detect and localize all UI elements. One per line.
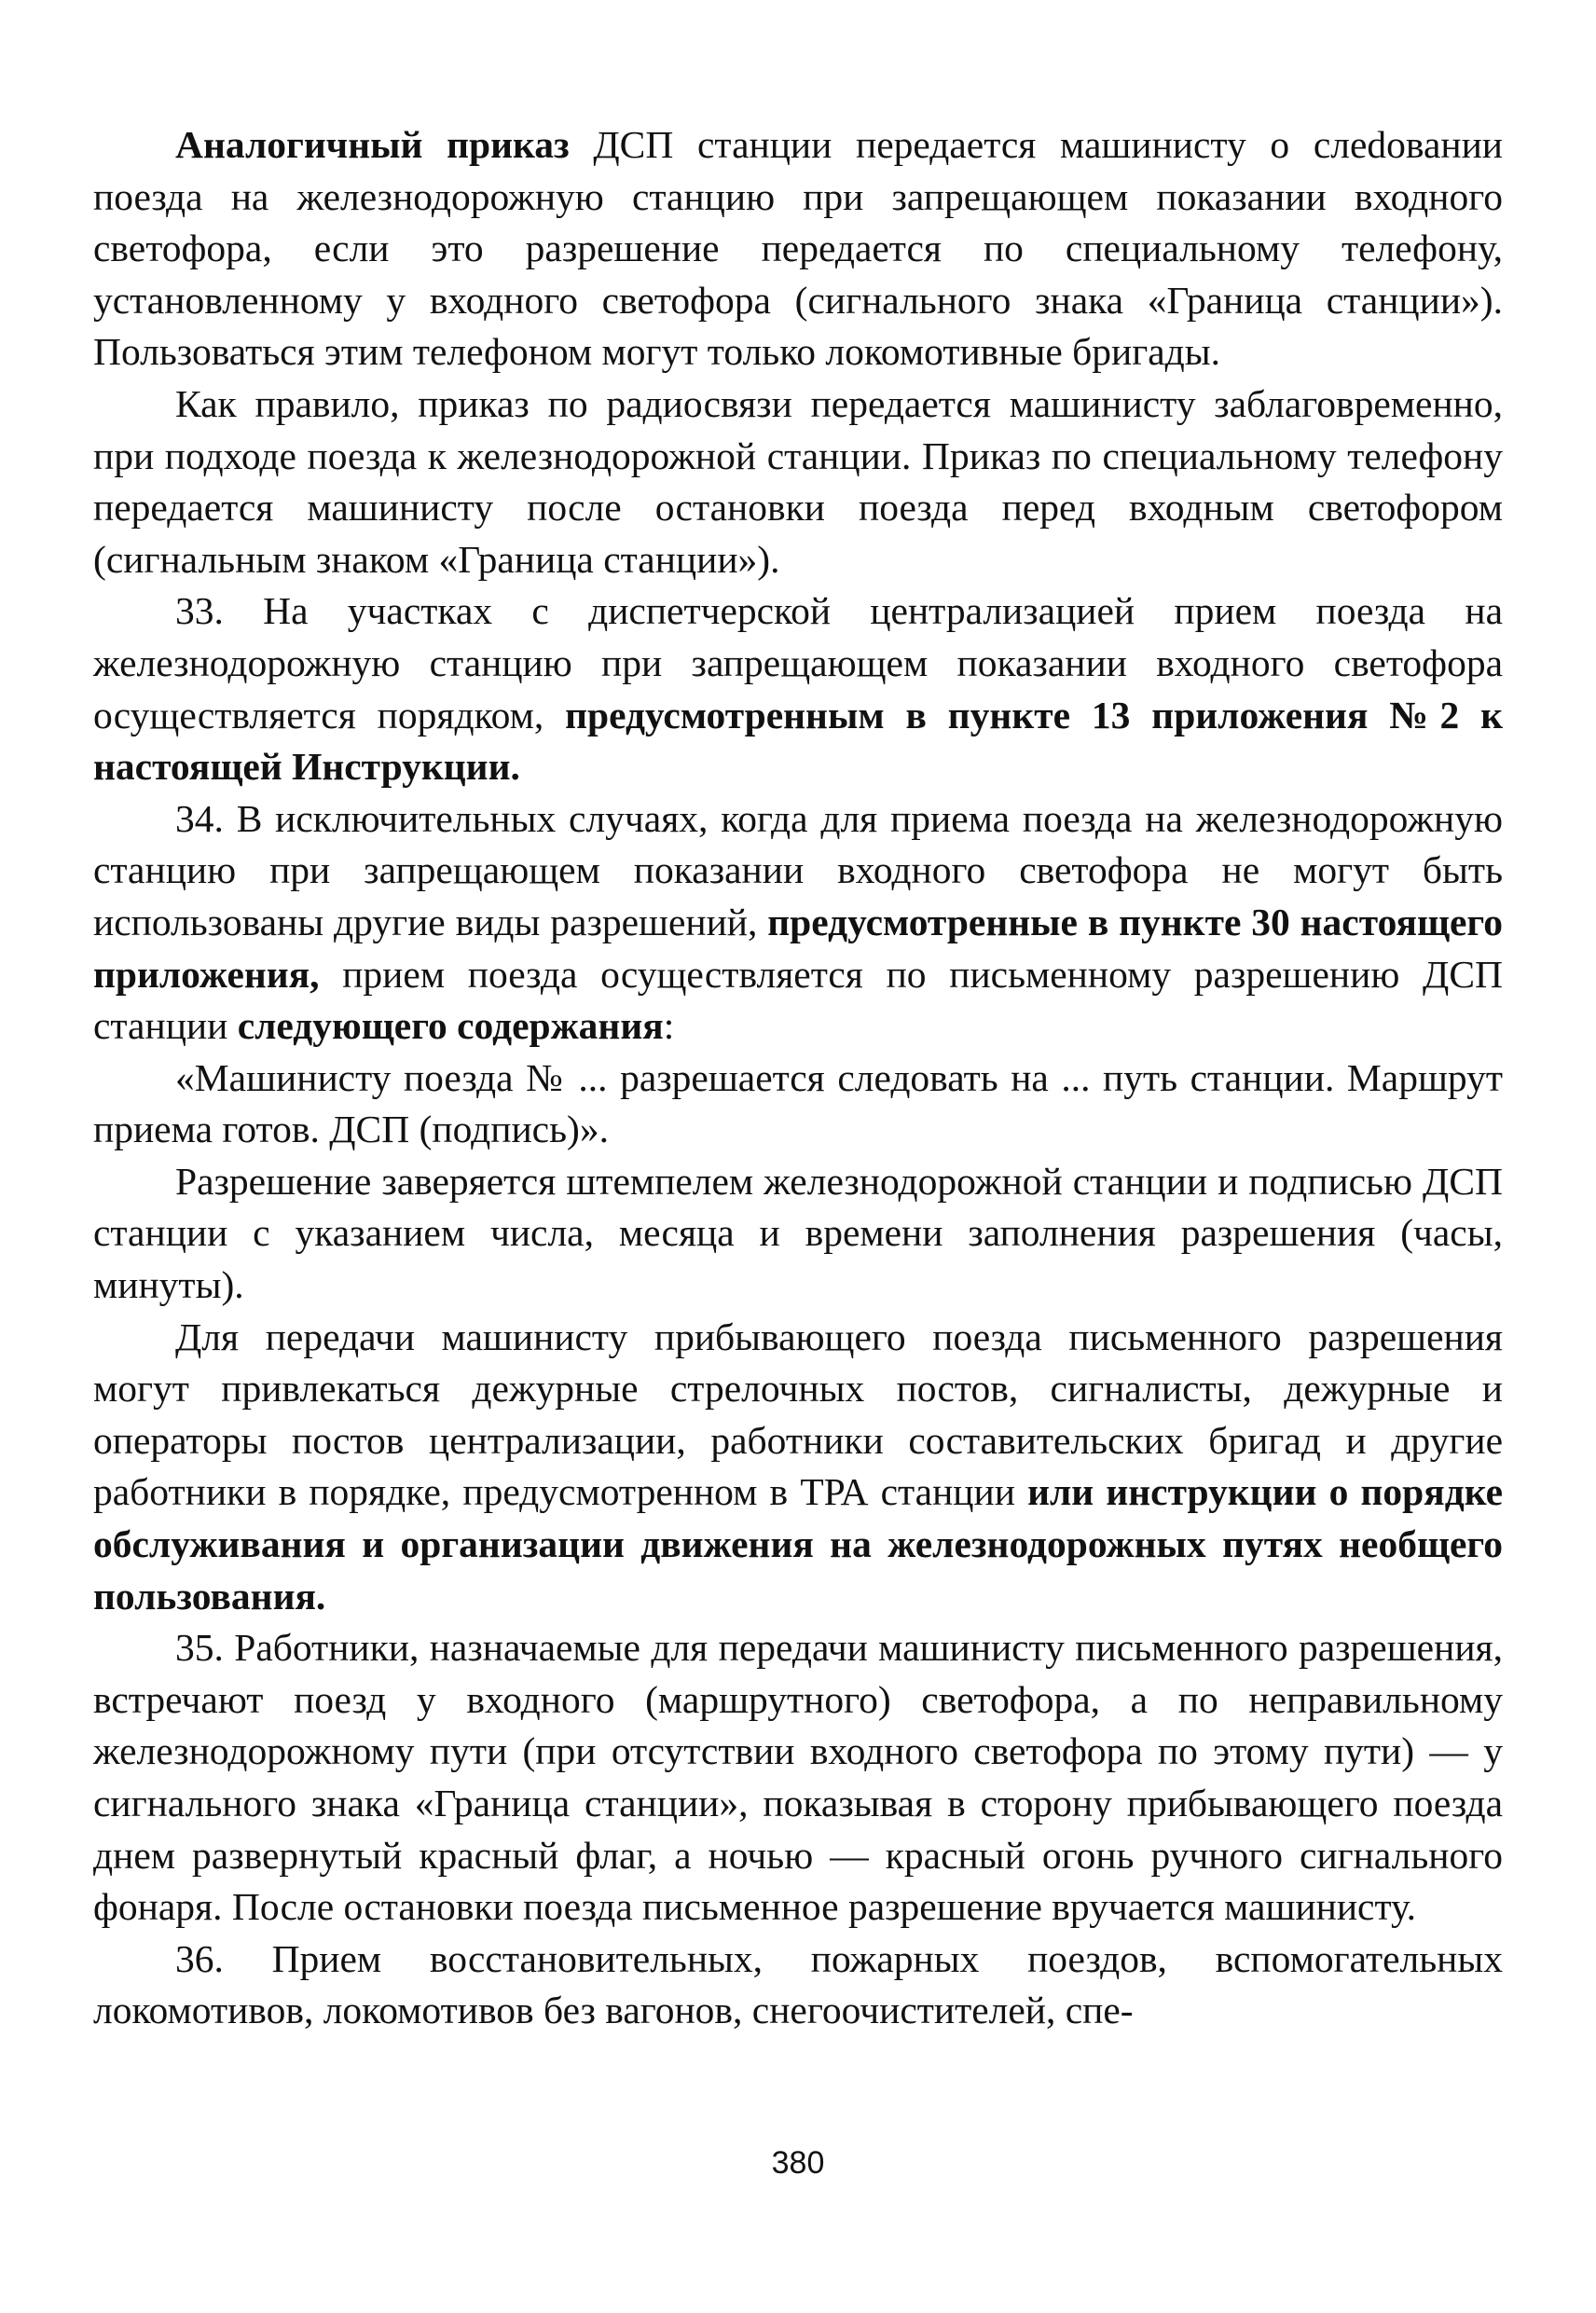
text-run: Для передачи машинисту прибывающего поезда письменного разрешения могут привлекаться дежурные стрелочных постов, сигналисты, дежурные и операторы постов централизации, работники составительских бригад и другие работники в порядке, предусмотренном в ТРА станции (93, 1315, 1503, 1514)
document-body (93, 119, 1503, 2037)
paragraph-33 (93, 585, 1503, 792)
paragraph-36 (93, 1934, 1503, 2037)
text-run: Как правило, приказ по радиосвязи передается машинисту заблаговременно, при подходе поезда к железнодорожной станции. Приказ по специальному телефону передается машинисту после остановки поезда перед входным светофором (сигнальным знаком «Граница станции»). (93, 381, 1503, 581)
paragraph-34 (93, 793, 1503, 1053)
paragraph (93, 119, 1503, 379)
paragraph (93, 1312, 1503, 1623)
text-run-bold: предусмотренным в пункте 13 приложения №2 к настоящей Инструкции. (93, 693, 1503, 789)
text-run: : (663, 1004, 675, 1048)
text-run: 33. На участках с диспетчерской централизацией прием поезда на железнодорожную станцию при запрещающем показании входного светофора осуществляется порядком, (93, 589, 1503, 737)
text-run: «Машинисту поезда № ... разрешается следовать на ... путь станции. Маршрут приема готов. ДСП (подпись)». (93, 1055, 1503, 1151)
paragraph-35 (93, 1622, 1503, 1934)
text-run-bold: Аналогичный приказ (175, 123, 570, 166)
paragraph-quote (93, 1053, 1503, 1156)
text-run-bold: или инструкции о порядке обслуживания и организации движения на железнодорожных путях необщего пользования. (93, 1470, 1503, 1618)
paragraph (93, 379, 1503, 585)
text-run: Разрешение заверяется штемпелем железнодорожной станции и подписью ДСП станции с указанием числа, месяца и времени заполнения разрешения (часы, минуты). (93, 1159, 1503, 1307)
paragraph (93, 1156, 1503, 1312)
text-run: 35. Работники, назначаемые для передачи машинисту письменного разрешения, встречают поезд у входного (маршрутного) светофора, а по неправильному железнодорожному пути (при отсутствии входного светофора по этому пути) — у сигнального знака «Граница станции», показывая в сторону прибывающего поезда днем развернутый красный флаг, а ночью — красный огонь ручного сигнального фонаря. После остановки поезда письменное разрешение вручается машинисту. (93, 1626, 1503, 1929)
text-run: 36. Прием восстановительных, пожарных поездов, вспомогательных локомотивов, локомотивов без вагонов, снегоочистителей, спе- (93, 1936, 1503, 2032)
text-run: 34. В исключительных случаях, когда для приема поезда на железнодорожную станцию при запрещающем показании входного светофора не могут быть использованы другие виды разрешений, (93, 796, 1503, 943)
text-run: прием поезда осуществляется по письменному разрешению ДСП станции (93, 952, 1503, 1048)
text-run-bold: предусмотренные в пункте 30 настоящего приложения, (93, 900, 1503, 996)
page-number: 380 (771, 2145, 825, 2181)
text-run-bold: следующего содержания (237, 1004, 664, 1048)
text-run: ДСП станции передается машинисту о слеdовании поезда на железнодорожную станцию при запрещающем показании входного светофора, если это разрешение передается по специальному телефону, установленному у входного светофора (сигнального знака «Граница станции»). Пользоваться этим телефоном могут только локомотивные бригады. (93, 123, 1503, 374)
